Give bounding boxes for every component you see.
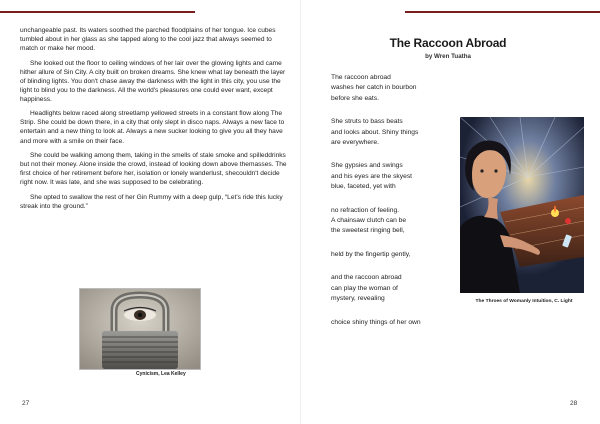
poem-line: mystery, revealing bbox=[331, 295, 385, 303]
poem-line: no refraction of feeling. bbox=[331, 206, 400, 214]
poem-stanza bbox=[331, 250, 457, 260]
poem-line: and looks about. Shiny things bbox=[331, 128, 419, 136]
poem-stanza bbox=[331, 273, 457, 304]
story-paragraph: She opted to swallow the rest of her Gin Rummy with a deep gulp, “Let's ride this lucky streak into the ground.” bbox=[20, 193, 283, 210]
story-paragraph: unchangeable past. Its waters soothed the parched floodplains of her tongue. Ice cubes tumbled about in her glass as she tapped along to the cool jazz that always seemed to match or make her mood. bbox=[20, 27, 276, 53]
poem-byline: by Wren Tuatha bbox=[425, 53, 471, 60]
page-number-left: 27 bbox=[22, 400, 30, 407]
woman-painting-image bbox=[460, 117, 584, 293]
right-image-caption: The Throes of Womanly Intuition, C. Light bbox=[475, 299, 573, 304]
header-rule-left bbox=[0, 11, 195, 13]
poem-line: The raccoon abroad bbox=[331, 74, 391, 81]
painting-illustration bbox=[460, 117, 584, 293]
poem-line: and his eyes are the skyest bbox=[331, 172, 413, 180]
poem-line: She gypsies and swings bbox=[331, 162, 403, 170]
header-rule-right bbox=[405, 11, 600, 13]
story-paragraph: Headlights below raced along streetlamp yellowed streets in a constant flow along The Strip. She could be down there, in a city that only slept in disco naps. Always a new face to entertain and a new thing to look at. Always a new sucker looking to give you all they have and more with a smile on their face. bbox=[20, 110, 285, 145]
poem-line: washes her catch in bourbon bbox=[331, 84, 417, 92]
page-gutter bbox=[300, 0, 301, 424]
padlock-eye-image bbox=[80, 289, 200, 369]
padlock-eye-photo bbox=[79, 288, 201, 370]
poem-line: blue, faceted, yet with bbox=[331, 183, 396, 191]
poem-line: and the raccoon abroad bbox=[331, 274, 402, 282]
poem-stanza bbox=[331, 117, 457, 148]
poem-stanza bbox=[331, 161, 457, 192]
left-image-caption: Cynicism, Lea Kelley bbox=[136, 371, 186, 377]
poem-stanza bbox=[331, 318, 457, 328]
poem-title: The Raccoon Abroad bbox=[389, 36, 507, 50]
poem-stanza bbox=[331, 73, 457, 104]
poem-line: choice shiny things of her own bbox=[331, 318, 421, 326]
story-text bbox=[20, 26, 288, 216]
story-paragraph: She looked out the floor to ceiling windows of her lair over the glowing lights and came hither allure of Sin City. A city built on broken dreams. She knew what lay beneath the layer of blinding lights. You don't chase away the darkness with the light in this city, you use the light to blind you to the darkness. All the world's pleasures one could ever want, except happiness. bbox=[20, 59, 286, 103]
poem-stanza bbox=[331, 206, 457, 237]
story-paragraph: She could be walking among them, taking in the smells of stale smoke and spilleddrinks but not their money. Alone inside the crowd, instead of looking down above themasses. The first choice of her retirement before her, isolation or lonely wanderlust, shecouldn't decide right now. It was late, and she was supposed to be celebrating. bbox=[20, 152, 287, 187]
page-number-right: 28 bbox=[570, 400, 578, 407]
poem-line: before she eats. bbox=[331, 94, 379, 102]
poem-body bbox=[331, 73, 457, 341]
poem-line: A chainsaw clutch can be bbox=[331, 217, 407, 225]
poem-line: are everywhere. bbox=[331, 139, 379, 147]
poem-line: the sweetest ringing bell, bbox=[331, 227, 405, 235]
poem-line: can play the woman of bbox=[331, 284, 398, 292]
poem-line: held by the fingertip gently, bbox=[331, 250, 411, 258]
poem-line: She struts to bass beats bbox=[331, 118, 403, 126]
